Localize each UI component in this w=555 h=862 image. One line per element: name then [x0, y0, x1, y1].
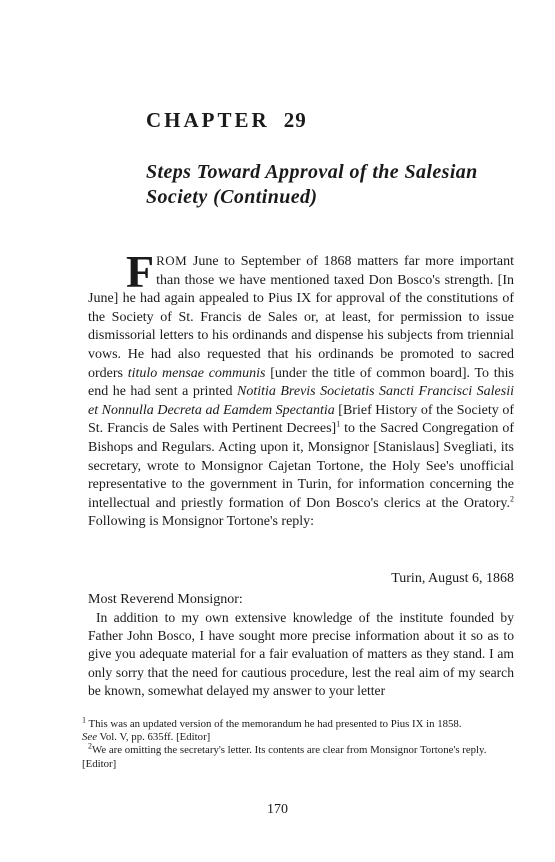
letter-text: In addition to my own extensive knowledge of the institute founded by Father John Bosco, I have sought more precise information about it so as to give you adequate material for a fair evaluation of matters as they stand. I am only sorry that the need for cautious procedure, lest the real aim of my search be known, somewhat delayed my answer to your letter	[88, 610, 514, 698]
footnotes	[82, 715, 514, 771]
page-number: 170	[267, 802, 288, 817]
footnote-1-rest: Vol. V, pp. 635ff. [Editor]	[96, 731, 211, 744]
footnote-1-see: See	[82, 731, 97, 744]
body-paragraph	[88, 246, 515, 532]
chapter-title	[146, 160, 536, 210]
body-text-d: to the Sacred Congregation of Bishops and Regulars. Acting upon it, Monsignor [Stanislaus] Svegliati, its secretary, wrote to Monsignor Cajetan Tortone, the Holy See's unofficial representative to the government in Turin, for information concerning the intellectual and priestly formation of Don Bosco's clerics at the Oratory.	[88, 421, 515, 511]
chapter-title-line-2: Society (Continued)	[146, 186, 318, 208]
chapter-number: 29	[283, 108, 307, 132]
footnote-1-mark: 1	[82, 715, 86, 725]
drop-cap: F	[126, 246, 155, 297]
chapter-heading	[146, 108, 307, 133]
body-text-b: [under the title of common board]. To this end he had sent a printed	[88, 365, 514, 400]
letter-dateline: Turin, August 6, 1868	[391, 571, 514, 586]
latin-title: Notitia Brevis Societatis Sancti Francisci Salesii et Nonnulla Decreta ad Eamdem Spectantia	[88, 384, 514, 418]
letter-body	[88, 609, 514, 700]
letter-salutation: Most Reverend Monsignor:	[88, 592, 243, 607]
footnote-1	[82, 715, 514, 744]
latin-phrase: titulo mensae communis	[127, 365, 266, 381]
chapter-label: CHAPTER	[146, 108, 270, 132]
footnote-2-text: We are omitting the secretary's letter. Its contents are clear from Monsignor Tortone's reply. [Editor]	[82, 744, 487, 770]
footnote-2	[82, 741, 514, 770]
footnote-ref-2: 2	[510, 494, 514, 504]
footnote-1-text: This was an updated version of the memorandum he had presented to Pius IX in 1858.	[86, 718, 462, 730]
body-text-e: Following is Monsignor Tortone's reply:	[88, 514, 315, 530]
footnote-ref-1: 1	[336, 419, 341, 429]
body-text-a: June to September of 1868 matters far more important than those we have mentioned taxed Don Bosco's strength. [In June] he had again appealed to Pius IX for approval of the constitutions of the Society of St. Francis de Sales or, at least, for permission to issue dismissorial letters to his ordinands and dispense his subjects from triennial vows. He had also requested that his ordinands be promoted to sacred orders	[88, 254, 514, 381]
footnote-2-mark: 2	[88, 741, 92, 751]
chapter-title-line-1: Steps Toward Approval of the Salesian	[146, 161, 478, 183]
body-text-c: [Brief History of the Society of St. Francis de Sales with Pertinent Decrees]	[88, 402, 515, 437]
lead-in: ROM	[156, 253, 188, 268]
